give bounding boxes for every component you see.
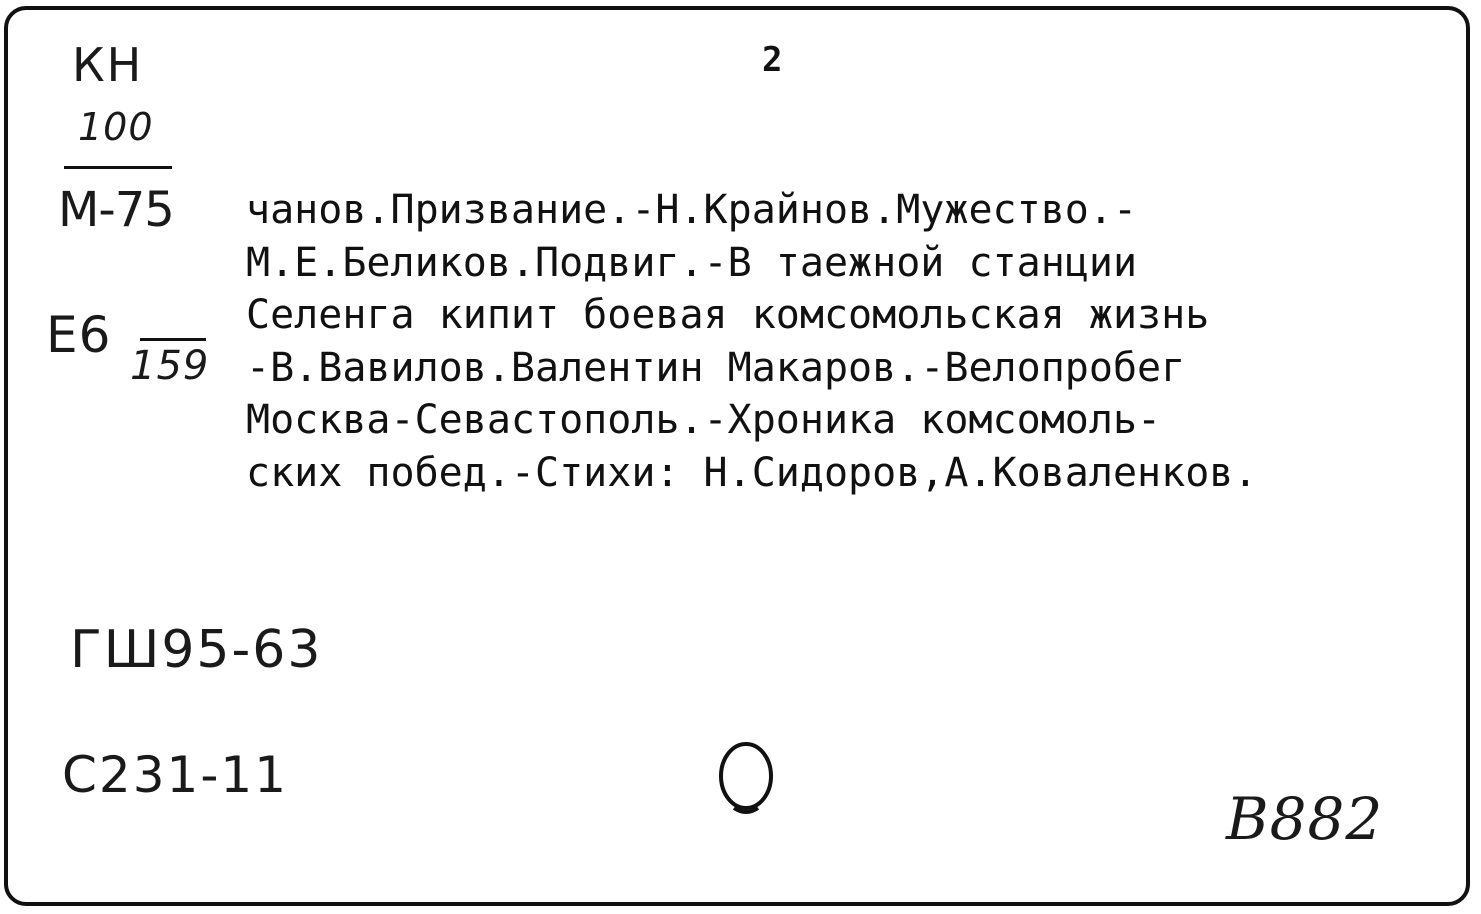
card-body-text xyxy=(246,184,1257,499)
body-line-4: -В.Вавилов.Валентин Макаров.-Велопробег xyxy=(246,344,1186,391)
author-mark: М-75 xyxy=(58,182,174,238)
inventory-number: В882 xyxy=(1226,785,1384,853)
classification-code: Е6 xyxy=(46,306,112,364)
body-line-3: Селенга кипит боевая комсомольская жизнь xyxy=(246,292,1210,338)
shelfmark-divider xyxy=(64,166,172,169)
note-c231: С231-11 xyxy=(62,746,289,804)
note-gsh: ГШ95-63 xyxy=(70,620,323,680)
shelfmark-series: КН xyxy=(72,38,144,92)
body-line-2: М.Е.Беликов.Подвиг.-В таежной станции xyxy=(246,239,1138,286)
shelfmark-number: 100 xyxy=(78,105,154,149)
classification-divider xyxy=(140,338,206,341)
classification-number: 159 xyxy=(130,343,210,389)
body-line-5: Москва-Севастополь.-Хроника комсомоль- xyxy=(246,397,1162,443)
punch-hole-icon xyxy=(716,738,776,818)
body-line-1: чанов.Призвание.-Н.Крайнов.Мужество.- xyxy=(246,187,1138,233)
page-number: 2 xyxy=(762,40,783,80)
body-line-6: ских побед.-Стихи: Н.Сидоров,А.Коваленков. xyxy=(246,449,1258,496)
